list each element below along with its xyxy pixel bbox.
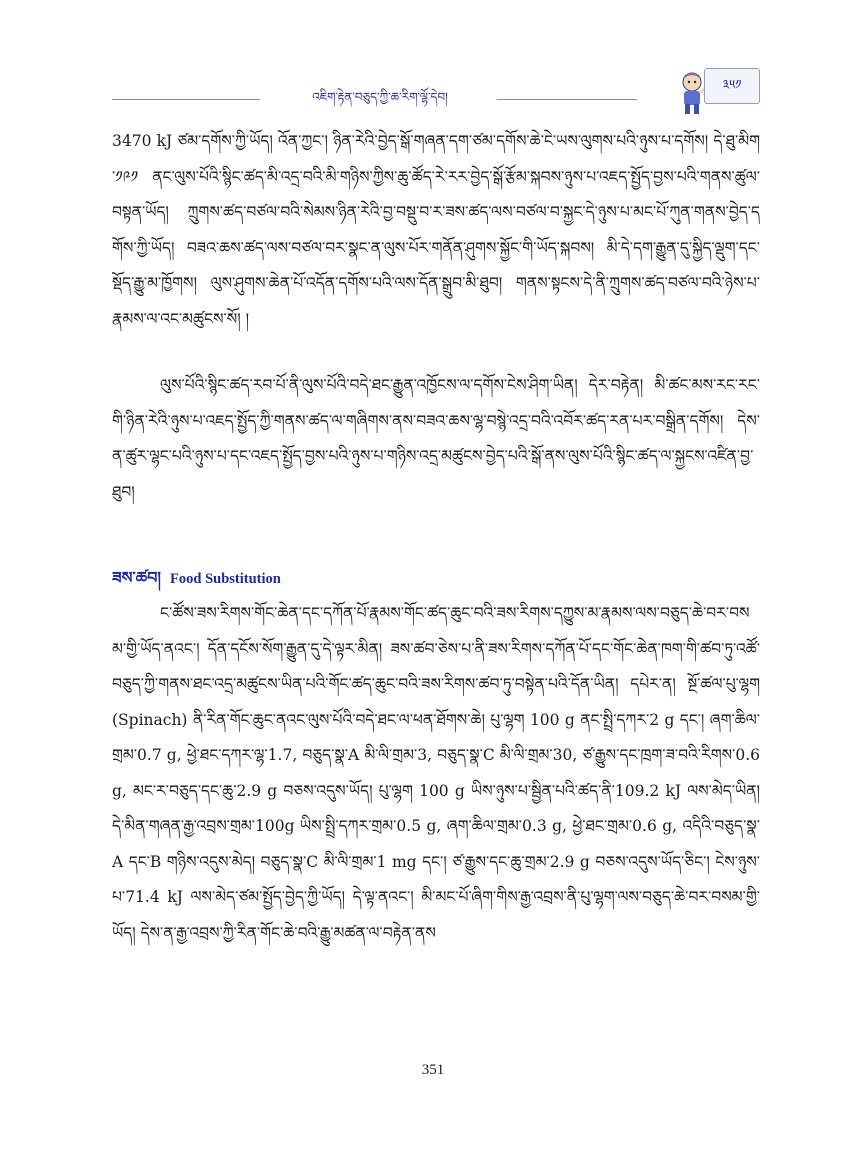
header-rule-right [497, 99, 637, 100]
running-title: འཇིག་རྟེན་བཅུད་ཀྱི་ཆ་རིག་ལྷོ་དེབ། [312, 90, 448, 104]
page-header [0, 62, 866, 132]
second-paragraph: ལུས་པོའི་སྙིང་ཚད་རབ་པོ་ནི་ལུས་པོའི་བདེ་ཐང་རྒྱུན་འཁྱོངས་ལ་དགོས་ངེས་ཤིག་ཡིན། དེར་བརྟེན། མི་ཚང་མས་རང་རང་གི་ཉིན་རེའི་ཉུས་པ་འཇད་སྤྱོད་ཀྱི་གནས་ཚད་ལ་གཞིགས་ནས་བཟའ་ཆས་ལྷ་བསྙེ་འདྲ་བའི་འབོར་ཚད་རན་པར་བསྒྲིན་དགོས། དེས་ན་ཚུར་ལྷང་པའི་ཉུས་པ་དང་འཇད་སྤྱོད་བྱས་པའི་ཉུས་པ་གཉིས་འདྲ་མཚུངས་བྱེད་པའི་སྒོ་ནས་ལུས་པོའི་སྙིང་ཚད་ལ་སྐྱངས་འཛིན་བྱ་ཐུབ། [112, 376, 760, 501]
intro-block [112, 124, 760, 337]
section-title-tibetan: ཟས་ཚབ། [112, 568, 161, 587]
section-paragraph: ང་ཚོས་ཟས་རིགས་གོང་ཆེན་དང་དཀོན་པོ་རྣམས་གོང་ཚད་ཆུང་བའི་ཟས་རིགས་དཀྱུས་མ་རྣམས་ལས་བཅུད་ཆེ་བར་བསམ་གྱི་ཡོད་ནའང་། དོན་དངོས་སོག་རྒྱུན་དུ་དེ་ལྟར་མིན། ཟས་ཚབ་ཅེས་པ་ནི་ཟས་རིགས་དཀོན་པོ་དང་གོང་ཆེན་ཁག་གི་ཚབ་ཏུ་འཚོ་བཅུད་ཀྱི་གནས་ཐང་འདྲ་མཚུངས་ཡིན་པའི་གོང་ཚད་ཆུང་བའི་ཟས་རིགས་ཚབ་ཏུ་བསྟེན་པའི་དོན་ཡིན། དཔེར་ན། སྔོ་ཚལ་པུ་ལྷག (Spinach) ནི་རིན་གོང་ཆུང་ནའང་ལུས་པོའི་བདེ་ཐང་ལ་ཕན་ཐོགས་ཆེ། པུ་ལྷག 100 g ནང་སྤྲི་དཀར་2 g དང་། ཞག་ཆིལ་གྲམ་0.7 g, ཕྱེ་ཐང་དཀར་ལྷ་1.7, བཅུད་སྣ་A མི་ལི་གྲམ་3, བཅུད་སྣ་C མི་ལི་གྲམ་30, ཙ་རྒྱུས་དང་ཁྲག་ཟ་བའི་རིགས་0.6 g, མང་ར་བཅུད་དང་ཆུ་2.9 g བཅས་འདུས་ཡོད། པུ་ལྷག 100 g ཡིས་ཉུས་པ་སྦྱིན་པའི་ཚད་ནི་109.2 kJ ལས་མེད་ཡིན། དེ་མིན་གཞན་རྒྱ་འབྲས་གྲམ་100g ཡིས་སྤྲི་དཀར་གྲམ་0.5 g, ཞག་ཆིལ་གྲམ་0.3 g, ཕྱེ་ཐང་གྲམ་0.6 g, འདིའི་བཅུད་སྣ་A དང་B གཉིས་འདུས་མེད། བཅུད་སྣ་C མི་ལི་གྲམ་1 mg དང་། ཙ་རྒྱུས་དང་ཆུ་གྲམ་2.9 g བཅས་འདུས་ཡོད་ཅིང་། ངེས་ཉུས་པ་71.4 kJ ལས་མེད་ཙམ་སྤྱོད་བྱེད་ཀྱི་ཡོད། དེ་ལྟ་ནའང་། མི་མང་པོ་ཞིག་གིས་རྒྱ་འབྲས་ནི་པུ་ལྷག་ལས་བཅུད་ཆེ་བར་བསམ་གྱི་ཡོད། དེས་ན་རྒྱ་འབྲས་ཀྱི་རིན་གོང་ཆེ་བའི་རྒྱུ་མཚན་ལ་བརྟེན་ནས [112, 604, 765, 942]
second-block [112, 368, 760, 510]
header-rule-left [112, 99, 260, 100]
page-number: 351 [421, 1062, 445, 1078]
section-heading [112, 560, 760, 588]
intro-paragraph: 3470 kJ ཙམ་དགོས་ཀྱི་ཡོད། འོན་ཀྱང་། ཉིན་རེའི་བྱེད་སྒོ་གཞན་དག་ཙམ་དགོས་ཆེ་ངེ་ཡས་ལུགས་པའི་ཉུས་པ་དགོས། དེ་ཐུ་མིག་༡༩༡ ནང་ལུས་པོའི་སྙིང་ཚད་མི་འདྲ་བའི་མི་གཉིས་ཀྱིས་ཆུ་ཚོད་རེ་རར་བྱེད་སྒོ་རྩོམ་སྐབས་ཉུས་པ་འཇད་སྤྱོད་བྱས་པའི་གནས་ཚུལ་བསྟན་ཡོད། ཀྲུགས་ཚད་བཙལ་བའི་སེམས་ཉིན་རེའི་བྱ་བསྡུ་བ་ར་ཟས་ཚད་ལས་བཙལ་བ་སྐྱང་དེ་ཉུས་པ་མང་པོ་ཀུན་གནས་བྱེད་དགོས་ཀྱི་ཡོད། བཟའ་ཆས་ཚད་ལས་བཙལ་བར་སྣང་ན་ལུས་པོར་གནོན་ཤུགས་སྐྱོང་གི་ཡོད་སྐབས། མི་དེ་དག་རྒྱུན་དུ་སྐྱིད་ལྡུག་དང་སྡོད་རྒྱུ་མ་ཁྱོགས། ལུས་ཤུགས་ཆེན་པོ་འདོན་དགོས་པའི་ལས་དོན་སྒྲུབ་མི་ཐུབ། གནས་སྟངས་དེ་ནི་ཀྲུགས་ཚད་བཙལ་བའི་ཉེས་པ་རྣམས་ལ་འང་མཚུངས་སོ། ། [112, 132, 760, 328]
page-tab-number: ༣༥༡ [722, 78, 742, 93]
section-title-english: Food Substitution [170, 571, 281, 587]
page-tab [704, 68, 760, 104]
section-block [112, 596, 765, 951]
